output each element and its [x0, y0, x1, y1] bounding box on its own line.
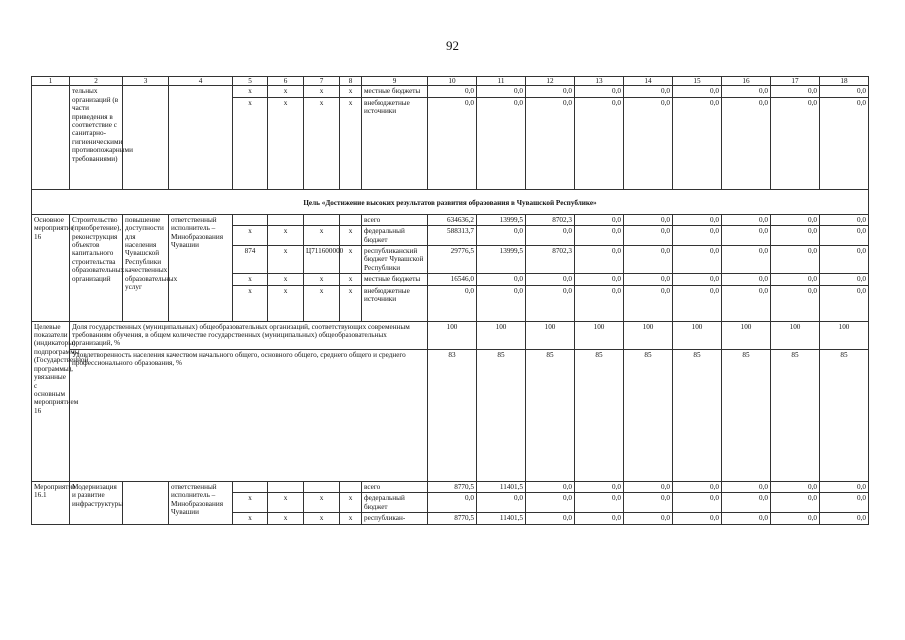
col6-cell: x [268, 246, 304, 274]
col5-cell: x [233, 513, 268, 524]
value-cell: 0,0 [771, 481, 820, 492]
value-cell: 0,0 [673, 86, 722, 97]
event-type-cell: Мероприятие 16.1 [32, 481, 70, 524]
col6-cell: x [268, 285, 304, 321]
value-cell: 0,0 [575, 86, 624, 97]
table-row [32, 86, 869, 97]
value-cell: 0,0 [526, 493, 575, 513]
column-number-header: 17 [771, 77, 820, 86]
value-cell: 0,0 [624, 97, 673, 189]
col8-cell: x [340, 86, 362, 97]
value-cell: 0,0 [526, 481, 575, 492]
column-number-header: 7 [304, 77, 340, 86]
value-cell: 588313,7 [428, 226, 477, 246]
value-cell: 0,0 [722, 274, 771, 285]
value-cell: 0,0 [624, 274, 673, 285]
value-cell: 0,0 [722, 214, 771, 225]
col5-cell: x [233, 86, 268, 97]
col8-cell: x [340, 285, 362, 321]
value-cell: 0,0 [526, 513, 575, 524]
event-type-cell: Основное мероприятие 16 [32, 214, 70, 321]
col7-cell: x [304, 285, 340, 321]
col7-cell: x [304, 226, 340, 246]
value-cell: 0,0 [575, 246, 624, 274]
indicator-value-cell: 100 [575, 321, 624, 349]
value-cell: 0,0 [771, 513, 820, 524]
value-cell: 0,0 [428, 97, 477, 189]
value-cell: 0,0 [575, 214, 624, 225]
value-cell: 0,0 [771, 246, 820, 274]
value-cell: 0,0 [722, 493, 771, 513]
col5-cell [233, 481, 268, 492]
value-cell: 0,0 [771, 214, 820, 225]
indicator-value-cell: 100 [428, 321, 477, 349]
col7-cell: x [304, 274, 340, 285]
col7-cell [304, 481, 340, 492]
indicator-value-cell: 100 [624, 321, 673, 349]
indicator-value-cell: 100 [771, 321, 820, 349]
event-name-cell: Строительство (приобретение), реконструкция объектов капитального строительства образовательных организаций [70, 214, 123, 321]
value-cell: 11401,5 [477, 481, 526, 492]
col7-cell: Ц711600000 [304, 246, 340, 274]
indicator-value-cell: 100 [526, 321, 575, 349]
value-cell: 0,0 [575, 274, 624, 285]
value-cell: 0,0 [477, 86, 526, 97]
value-cell: 0,0 [428, 86, 477, 97]
event-name-cell: Модернизация и развитие инфраструктуры [70, 481, 123, 524]
header-row [32, 77, 869, 86]
value-cell: 0,0 [673, 285, 722, 321]
col6-cell [268, 214, 304, 225]
value-cell: 0,0 [526, 285, 575, 321]
value-cell: 0,0 [722, 86, 771, 97]
indicator-value-cell: 85 [477, 349, 526, 481]
value-cell: 0,0 [624, 493, 673, 513]
value-cell: 0,0 [673, 226, 722, 246]
value-cell: 0,0 [722, 97, 771, 189]
indicator-row [32, 349, 869, 481]
indicator-value-cell: 100 [673, 321, 722, 349]
col5-cell: x [233, 493, 268, 513]
value-cell: 0,0 [526, 226, 575, 246]
value-cell: 0,0 [820, 481, 869, 492]
col6-cell: x [268, 493, 304, 513]
value-cell: 13999,5 [477, 214, 526, 225]
col8-cell: x [340, 226, 362, 246]
value-cell: 0,0 [673, 493, 722, 513]
column-number-header: 13 [575, 77, 624, 86]
funding-source-cell: федеральный бюджет [362, 493, 428, 513]
indicator-value-cell: 100 [722, 321, 771, 349]
value-cell: 0,0 [477, 226, 526, 246]
col8-cell: x [340, 513, 362, 524]
value-cell: 0,0 [673, 274, 722, 285]
funding-source-cell: всего [362, 214, 428, 225]
col8-cell: x [340, 493, 362, 513]
indicator-value-cell: 85 [771, 349, 820, 481]
col6-cell: x [268, 97, 304, 189]
value-cell: 0,0 [771, 97, 820, 189]
col6-cell: x [268, 274, 304, 285]
value-cell: 29776,5 [428, 246, 477, 274]
col8-cell: x [340, 274, 362, 285]
goal-heading: Цель «Достижение высоких результатов развития образования в Чувашской Республике» [32, 189, 869, 214]
value-cell: 0,0 [820, 226, 869, 246]
value-cell: 0,0 [624, 226, 673, 246]
value-cell: 0,0 [575, 226, 624, 246]
funding-source-cell: внебюджетные источники [362, 285, 428, 321]
table-row [32, 481, 869, 492]
value-cell: 0,0 [771, 285, 820, 321]
column-number-header: 18 [820, 77, 869, 86]
column-number-header: 1 [32, 77, 70, 86]
indicator-value-cell: 100 [820, 321, 869, 349]
budget-table [31, 76, 869, 525]
value-cell: 0,0 [820, 97, 869, 189]
value-cell: 0,0 [820, 493, 869, 513]
col7-cell: x [304, 86, 340, 97]
event-name-cell: тельных организаций (в части приведения в соответствие с санитарно-гигиеническими противопожарными требованиями) [70, 86, 123, 189]
col3-cell [123, 481, 169, 524]
col6-cell: x [268, 86, 304, 97]
col7-cell: x [304, 97, 340, 189]
col6-cell [268, 481, 304, 492]
column-number-header: 11 [477, 77, 526, 86]
column-number-header: 12 [526, 77, 575, 86]
value-cell: 0,0 [526, 97, 575, 189]
indicator-value-cell: 100 [477, 321, 526, 349]
value-cell: 0,0 [771, 274, 820, 285]
value-cell: 0,0 [526, 274, 575, 285]
value-cell: 0,0 [575, 513, 624, 524]
value-cell: 0,0 [673, 214, 722, 225]
value-cell: 634636,2 [428, 214, 477, 225]
funding-source-cell: республикан- [362, 513, 428, 524]
value-cell: 0,0 [575, 481, 624, 492]
column-number-header: 16 [722, 77, 771, 86]
column-number-header: 6 [268, 77, 304, 86]
column-number-header: 2 [70, 77, 123, 86]
col7-cell: x [304, 493, 340, 513]
indicator-value-cell: 85 [722, 349, 771, 481]
value-cell: 0,0 [820, 513, 869, 524]
col5-cell: x [233, 285, 268, 321]
value-cell: 0,0 [820, 274, 869, 285]
value-cell: 0,0 [477, 274, 526, 285]
value-cell: 0,0 [673, 481, 722, 492]
value-cell: 0,0 [771, 226, 820, 246]
column-number-header: 8 [340, 77, 362, 86]
col3-cell [123, 86, 169, 189]
executor-cell: ответственный исполнитель – Минобразования Чувашии [169, 481, 233, 524]
col6-cell: x [268, 513, 304, 524]
col7-cell: x [304, 513, 340, 524]
value-cell: 0,0 [820, 285, 869, 321]
col5-cell [233, 214, 268, 225]
funding-source-cell: федеральный бюджет [362, 226, 428, 246]
indicator-value-cell: 85 [575, 349, 624, 481]
page-number: 92 [446, 38, 459, 53]
col5-cell: x [233, 226, 268, 246]
indicator-label-cell: Целевые показатели (индикаторы) подпрограммы (Государственной программы), увязанные с основным мероприятием 16 [32, 321, 70, 481]
col1-cell [32, 86, 70, 189]
value-cell: 0,0 [624, 513, 673, 524]
value-cell: 0,0 [624, 285, 673, 321]
value-cell: 0,0 [624, 246, 673, 274]
column-number-header: 10 [428, 77, 477, 86]
goal-row [32, 189, 869, 214]
indicator-row [32, 321, 869, 349]
value-cell: 0,0 [722, 481, 771, 492]
indicator-value-cell: 85 [526, 349, 575, 481]
column-number-header: 9 [362, 77, 428, 86]
indicator-text-cell: Доля государственных (муниципальных) общеобразовательных организаций, соответствующих современным требованиям обучения, в общем количестве государственных (муниципальных) общеобразовательных организаций, % [70, 321, 428, 349]
value-cell: 0,0 [673, 97, 722, 189]
col8-cell: x [340, 246, 362, 274]
value-cell: 0,0 [820, 214, 869, 225]
value-cell: 0,0 [722, 285, 771, 321]
indicator-value-cell: 85 [624, 349, 673, 481]
value-cell: 0,0 [624, 214, 673, 225]
value-cell: 0,0 [428, 493, 477, 513]
value-cell: 0,0 [673, 246, 722, 274]
table-row [32, 214, 869, 225]
executor-cell: ответственный исполнитель – Минобразования Чувашии [169, 214, 233, 321]
column-number-header: 3 [123, 77, 169, 86]
value-cell: 8770,5 [428, 513, 477, 524]
value-cell: 11401,5 [477, 513, 526, 524]
value-cell: 0,0 [771, 86, 820, 97]
value-cell: 0,0 [771, 493, 820, 513]
value-cell: 0,0 [428, 285, 477, 321]
value-cell: 8770,5 [428, 481, 477, 492]
funding-source-cell: местные бюджеты [362, 274, 428, 285]
value-cell: 0,0 [477, 493, 526, 513]
indicator-text-cell: Удовлетворенность населения качеством начального общего, основного общего, среднего общего и среднего профессионального образования, % [70, 349, 428, 481]
column-number-header: 15 [673, 77, 722, 86]
value-cell: 0,0 [526, 86, 575, 97]
value-cell: 0,0 [673, 513, 722, 524]
col5-cell: x [233, 274, 268, 285]
funding-source-cell: всего [362, 481, 428, 492]
value-cell: 8702,3 [526, 214, 575, 225]
column-number-header: 4 [169, 77, 233, 86]
indicator-value-cell: 85 [673, 349, 722, 481]
column-number-header: 14 [624, 77, 673, 86]
value-cell: 8702,3 [526, 246, 575, 274]
col8-cell [340, 481, 362, 492]
value-cell: 0,0 [477, 285, 526, 321]
value-cell: 16546,0 [428, 274, 477, 285]
col5-cell: 874 [233, 246, 268, 274]
col7-cell [304, 214, 340, 225]
value-cell: 0,0 [722, 246, 771, 274]
value-cell: 0,0 [477, 97, 526, 189]
value-cell: 0,0 [575, 285, 624, 321]
value-cell: 0,0 [820, 246, 869, 274]
funding-source-cell: внебюджетные источники [362, 97, 428, 189]
column-number-header: 5 [233, 77, 268, 86]
funding-source-cell: местные бюджеты [362, 86, 428, 97]
col8-cell [340, 214, 362, 225]
value-cell: 0,0 [624, 86, 673, 97]
indicator-value-cell: 85 [820, 349, 869, 481]
value-cell: 0,0 [575, 493, 624, 513]
indicator-value-cell: 83 [428, 349, 477, 481]
funding-source-cell: республиканский бюджет Чувашской Республики [362, 246, 428, 274]
expected-result-cell: повышение доступности для населения Чувашской Республики качественных образовательных услуг [123, 214, 169, 321]
value-cell: 0,0 [722, 513, 771, 524]
col6-cell: x [268, 226, 304, 246]
value-cell: 0,0 [624, 481, 673, 492]
value-cell: 13999,5 [477, 246, 526, 274]
col4-cell [169, 86, 233, 189]
value-cell: 0,0 [820, 86, 869, 97]
value-cell: 0,0 [722, 226, 771, 246]
col8-cell: x [340, 97, 362, 189]
value-cell: 0,0 [575, 97, 624, 189]
col5-cell: x [233, 97, 268, 189]
